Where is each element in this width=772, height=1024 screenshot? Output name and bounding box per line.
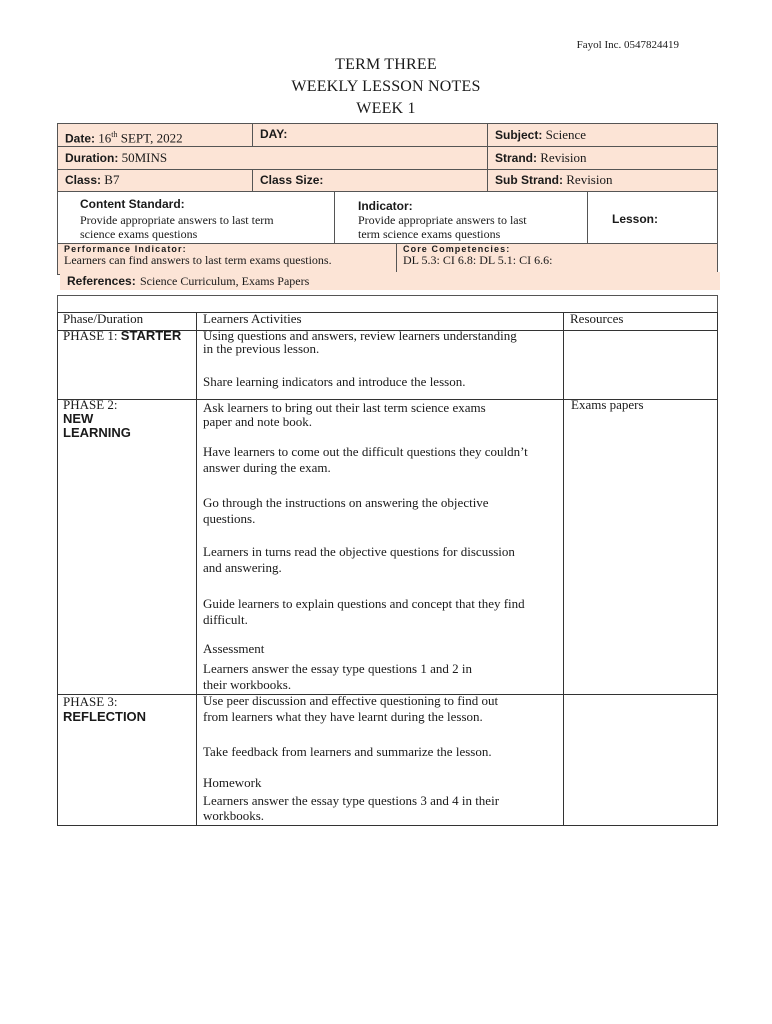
phase3-prefix: PHASE 3: <box>63 694 118 709</box>
strand-label: Strand: <box>495 151 537 165</box>
phase2-resource: Exams papers <box>571 397 644 412</box>
day-label: DAY: <box>260 127 288 141</box>
content-standard-text: Provide appropriate answers to last term science exams questions <box>80 213 274 241</box>
title-term: TERM THREE <box>335 56 437 73</box>
class-size-label: Class Size: <box>260 173 324 187</box>
standards-divider-2 <box>587 192 588 244</box>
strand-value: Revision <box>540 150 587 165</box>
phase1-name: STARTER <box>120 328 182 343</box>
phase2-assessment-line-2: their workbooks. <box>203 677 292 692</box>
standards-row <box>57 191 718 244</box>
phase1-activity-1-line-2: in the previous lesson. <box>203 341 320 356</box>
title-weekly-lesson-notes: WEEKLY LESSON NOTES <box>291 78 481 95</box>
class-size-cell <box>252 169 488 192</box>
phase2-name-line-2: LEARNING <box>63 425 131 440</box>
sub-strand-label: Sub Strand: <box>495 173 563 187</box>
phase2-activity-3-line-2: questions. <box>203 511 256 526</box>
sub-strand-value: Revision <box>566 172 613 187</box>
references-text: Science Curriculum, Exams Papers <box>140 274 310 288</box>
header-phase-duration: Phase/Duration <box>63 311 144 326</box>
phase1-prefix: PHASE 1: <box>63 328 118 343</box>
phase2-activity-3-line-1: Go through the instructions on answering the objective <box>203 495 489 510</box>
phase3-homework-label: Homework <box>203 775 262 790</box>
subject-label: Subject: <box>495 128 543 142</box>
references-divider <box>57 295 718 296</box>
title-week: WEEK 1 <box>356 100 416 117</box>
core-competencies-label: Core Competencies: <box>403 244 511 254</box>
class-value: B7 <box>104 172 120 187</box>
phase2-activity-1-line-2: paper and note book. <box>203 414 313 429</box>
table-col-divider-1 <box>196 312 197 826</box>
header-resources: Resources <box>570 311 624 326</box>
phase2-activity-4-line-1: Learners in turns read the objective questions for discussion <box>203 544 515 559</box>
phase3-homework-line-1: Learners answer the essay type questions 3 and 4 in their <box>203 793 500 808</box>
core-competencies-text: DL 5.3: CI 6.8: DL 5.1: CI 6.6: <box>403 253 553 267</box>
performance-indicator-cell <box>57 243 397 275</box>
phase3-activity-1-line-2: from learners what they have learnt during the lesson. <box>203 709 483 724</box>
duration-label: Duration: <box>65 151 119 165</box>
phase2-activity-5-line-2: difficult. <box>203 612 248 627</box>
duration-value: 50MINS <box>121 150 168 165</box>
phase2-assessment-line-1: Learners answer the essay type questions 1 and 2 in <box>203 661 472 676</box>
phase1-activity-1-line-1: Using questions and answers, review learners understanding <box>203 328 517 343</box>
references-label: References: <box>67 274 136 288</box>
lesson-label: Lesson: <box>612 212 659 226</box>
table-col-divider-2 <box>563 312 564 826</box>
indicator-label: Indicator: <box>358 199 413 213</box>
performance-indicator-text: Learners can find answers to last term exams questions. <box>64 253 332 267</box>
phase1-activity-2: Share learning indicators and introduce the lesson. <box>203 374 466 389</box>
date-rest: SEPT, 2022 <box>120 130 183 146</box>
date-label: Date: <box>65 131 96 146</box>
phase3-activity-2: Take feedback from learners and summarize the lesson. <box>203 744 492 759</box>
phase2-activity-5-line-1: Guide learners to explain questions and concept that they find <box>203 596 525 611</box>
phase2-activity-2-line-2: answer during the exam. <box>203 460 331 475</box>
header-learners-activities: Learners Activities <box>203 311 302 326</box>
content-standard-label: Content Standard: <box>80 197 185 211</box>
core-competencies-cell <box>396 243 718 275</box>
phase2-name-line-1: NEW <box>63 411 94 426</box>
date-day: 16 <box>98 130 112 146</box>
phase2-assessment-label: Assessment <box>203 641 265 656</box>
phase2-prefix: PHASE 2: <box>63 397 118 412</box>
spacer-right-border <box>717 295 718 312</box>
phase2-activity-2-line-1: Have learners to come out the difficult questions they couldn’t <box>203 444 528 459</box>
duration-cell <box>57 146 488 170</box>
phase3-homework-line-2: workbooks. <box>203 808 265 823</box>
date-sup: th <box>111 130 118 139</box>
phase3-name: REFLECTION <box>63 709 147 724</box>
class-cell <box>57 169 253 192</box>
spacer-left-border <box>57 295 58 312</box>
references-bar <box>60 272 720 290</box>
indicator-text: Provide appropriate answers to last term science exams questions <box>358 213 527 241</box>
phase3-activity-1-line-1: Use peer discussion and effective questioning to find out <box>203 693 499 708</box>
phase2-activity-1-line-1: Ask learners to bring out their last term science exams <box>203 400 486 415</box>
performance-indicator-label: Performance Indicator: <box>64 244 187 254</box>
class-label: Class: <box>65 173 102 187</box>
phase2-activity-4-line-2: and answering. <box>203 560 282 575</box>
phase1-title <box>63 328 181 343</box>
strand-cell <box>487 146 718 170</box>
subject-value: Science <box>545 127 587 142</box>
sub-strand-cell <box>487 169 718 192</box>
standards-divider-1 <box>334 192 335 244</box>
subject-cell <box>487 123 718 147</box>
date-cell <box>57 123 253 147</box>
day-cell <box>252 123 488 147</box>
company-contact: Fayol Inc. 0547824419 <box>576 39 679 51</box>
